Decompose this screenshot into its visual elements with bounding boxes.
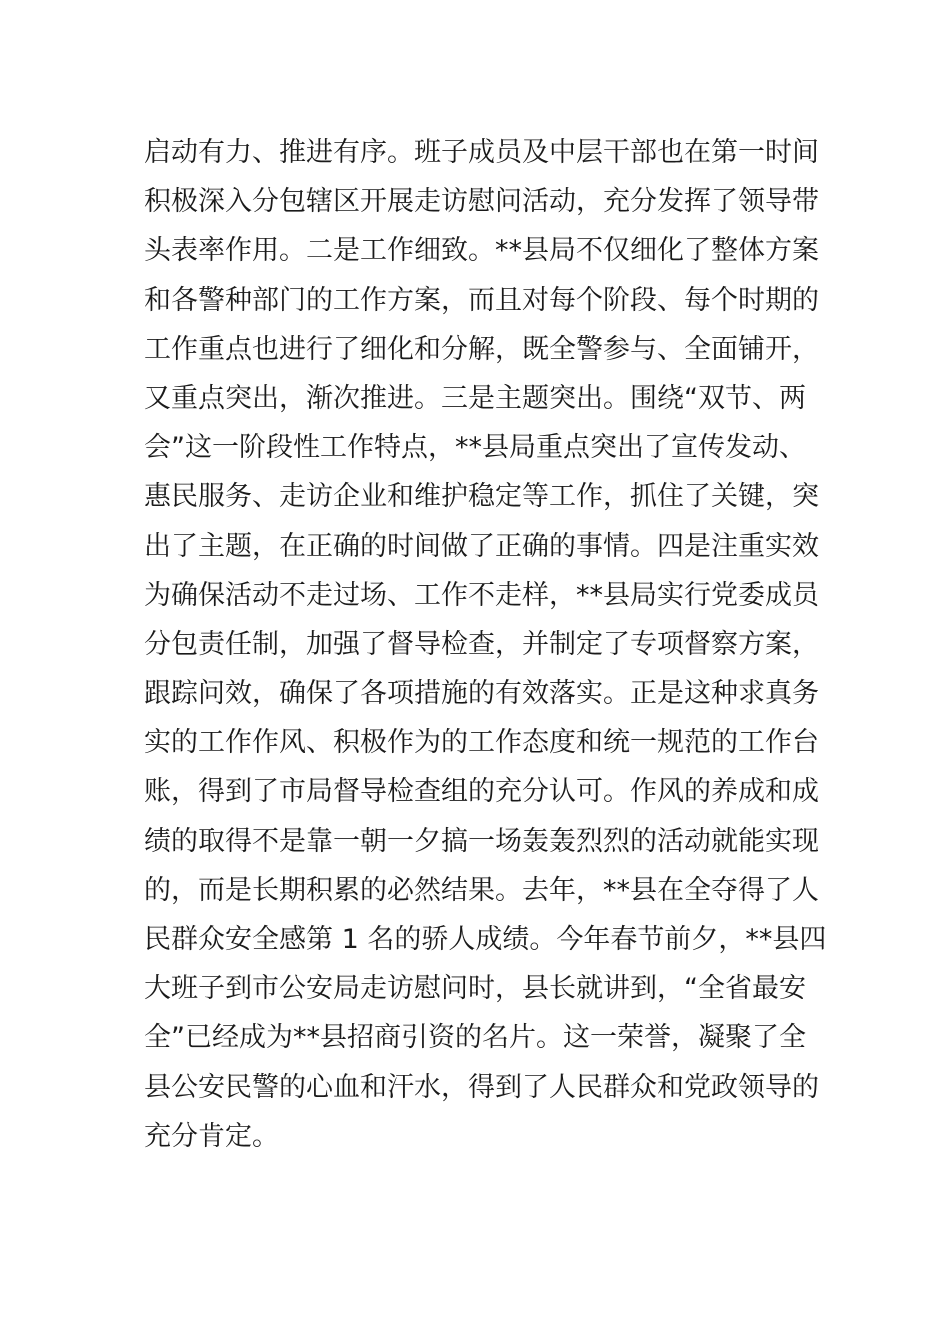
text-line: 实的工作作风、积极作为的工作态度和统一规范的工作台	[144, 727, 819, 759]
text-line: 账，得到了市局督导检查组的充分认可。作风的养成和成	[144, 776, 819, 808]
text-line: 的，而是长期积累的必然结果。去年，**县在全夺得了人	[144, 874, 819, 906]
text-line: 民群众安全感第 1 名的骄人成绩。今年春节前夕，**县四	[144, 924, 827, 955]
text-line: 绩的取得不是靠一朝一夕搞一场轰轰烈烈的活动就能实现	[144, 825, 819, 857]
text-line: 全”已经成为**县招商引资的名片。这一荣誉，凝聚了全	[144, 1022, 806, 1054]
body-paragraph	[144, 128, 827, 1161]
text-line: 县公安民警的心血和汗水，得到了人民群众和党政领导的	[144, 1071, 819, 1103]
text-line: 会”这一阶段性工作特点，**县局重点突出了宣传发动、	[144, 432, 806, 464]
text-line: 惠民服务、走访企业和维护稳定等工作，抓住了关键，突	[144, 481, 819, 513]
text-line: 分包责任制，加强了督导检查，并制定了专项督察方案，	[144, 628, 819, 660]
text-line: 大班子到市公安局走访慰问时，县长就讲到，“全省最安	[144, 973, 806, 1005]
text-line: 和各警种部门的工作方案，而且对每个阶段、每个时期的	[144, 284, 819, 316]
text-line: 为确保活动不走过场、工作不走样，**县局实行党委成员	[144, 579, 819, 611]
text-line: 积极深入分包辖区开展走访慰问活动，充分发挥了领导带	[144, 186, 819, 218]
text-line: 工作重点也进行了细化和分解，既全警参与、全面铺开，	[144, 333, 819, 365]
text-line: 头表率作用。二是工作细致。**县局不仅细化了整体方案	[144, 235, 819, 267]
text-line: 启动有力、推进有序。班子成员及中层干部也在第一时间	[144, 137, 819, 168]
text-line: 出了主题，在正确的时间做了正确的事情。四是注重实效	[144, 530, 819, 562]
text-line: 又重点突出，渐次推进。三是主题突出。围绕“双节、两	[144, 382, 806, 414]
text-line: 跟踪问效，确保了各项措施的有效落实。正是这种求真务	[144, 678, 819, 710]
text-line: 充分肯定。	[144, 1120, 279, 1152]
